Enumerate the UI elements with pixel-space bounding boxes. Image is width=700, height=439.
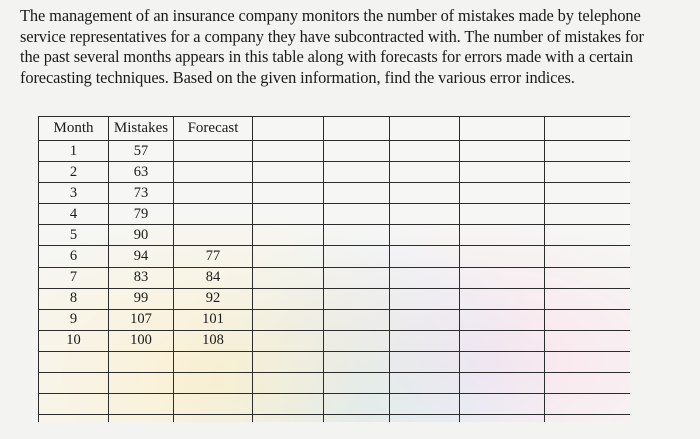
cell-empty [390, 267, 460, 288]
cell-empty [253, 394, 324, 415]
problem-line: forecasting techniques. Based on the given information, find the various error indices. [20, 67, 575, 87]
cell-month [39, 351, 109, 372]
cell-empty [253, 246, 324, 267]
cell-forecast [174, 204, 253, 225]
cell-empty [253, 373, 324, 394]
cell-mistakes: 99 [109, 288, 174, 309]
cell-empty [390, 351, 460, 372]
table-row [39, 204, 631, 225]
cell-empty [324, 183, 390, 204]
table-row [39, 394, 631, 415]
cell-forecast: 84 [174, 267, 253, 288]
cell-empty [545, 267, 631, 288]
cell-empty [460, 267, 545, 288]
cell-month: 9 [39, 309, 109, 330]
cell-month: 3 [39, 183, 109, 204]
cell-empty [545, 394, 631, 415]
table-row [39, 162, 631, 183]
header-forecast: Forecast [174, 117, 253, 141]
cell-forecast [174, 373, 253, 394]
cell-mistakes: 90 [109, 225, 174, 246]
cell-mistakes: 107 [109, 309, 174, 330]
cell-month: 6 [39, 246, 109, 267]
cell-empty [253, 183, 324, 204]
cell-forecast [174, 183, 253, 204]
cell-empty [460, 183, 545, 204]
cell-mistakes: 79 [109, 204, 174, 225]
problem-line: The management of an insurance company monitors the number of mistakes made by telephone [20, 6, 641, 25]
table-row [39, 309, 631, 330]
cell-empty [390, 330, 460, 351]
cell-empty [390, 373, 460, 394]
cell-empty [460, 394, 545, 415]
cell-empty [460, 330, 545, 351]
cell-empty [545, 415, 631, 422]
cell-month: 5 [39, 225, 109, 246]
table-row [39, 330, 631, 351]
cell-empty [253, 225, 324, 246]
cell-empty [324, 288, 390, 309]
cell-empty [390, 141, 460, 162]
cell-empty [390, 162, 460, 183]
cell-empty [324, 394, 390, 415]
cell-empty [390, 415, 460, 422]
cell-forecast: 92 [174, 288, 253, 309]
cell-month [39, 373, 109, 394]
cell-empty [253, 141, 324, 162]
table-row [39, 288, 631, 309]
table-row [39, 415, 631, 422]
cell-empty [324, 351, 390, 372]
header-blank [253, 117, 324, 141]
cell-mistakes: 57 [109, 141, 174, 162]
cell-empty [324, 204, 390, 225]
cell-month: 2 [39, 162, 109, 183]
cell-mistakes [109, 415, 174, 422]
cell-empty [545, 309, 631, 330]
cell-forecast [174, 225, 253, 246]
cell-month: 4 [39, 204, 109, 225]
table-row [39, 373, 631, 394]
cell-month: 10 [39, 330, 109, 351]
cell-forecast [174, 394, 253, 415]
cell-mistakes: 73 [109, 183, 174, 204]
cell-mistakes [109, 351, 174, 372]
cell-empty [324, 330, 390, 351]
cell-forecast: 101 [174, 309, 253, 330]
cell-empty [253, 330, 324, 351]
cell-empty [253, 204, 324, 225]
table-row [39, 267, 631, 288]
header-mistakes: Mistakes [109, 117, 174, 141]
cell-empty [545, 351, 631, 372]
cell-empty [390, 225, 460, 246]
header-blank [545, 117, 631, 141]
cell-forecast [174, 351, 253, 372]
cell-empty [460, 288, 545, 309]
cell-forecast [174, 415, 253, 422]
cell-month [39, 394, 109, 415]
cell-forecast [174, 162, 253, 183]
cell-empty [324, 225, 390, 246]
cell-empty [253, 351, 324, 372]
cell-empty [545, 246, 631, 267]
cell-empty [253, 415, 324, 422]
cell-mistakes: 63 [109, 162, 174, 183]
cell-forecast: 108 [174, 330, 253, 351]
cell-month: 7 [39, 267, 109, 288]
cell-empty [545, 183, 631, 204]
cell-forecast: 77 [174, 246, 253, 267]
cell-empty [253, 162, 324, 183]
cell-empty [460, 373, 545, 394]
header-row [39, 117, 631, 141]
table-row [39, 225, 631, 246]
cell-mistakes: 100 [109, 330, 174, 351]
cell-empty [324, 267, 390, 288]
table-row [39, 246, 631, 267]
cell-empty [545, 141, 631, 162]
cell-empty [545, 204, 631, 225]
cell-month: 1 [39, 141, 109, 162]
cell-empty [253, 267, 324, 288]
cell-empty [460, 246, 545, 267]
table-row [39, 141, 631, 162]
cell-empty [390, 309, 460, 330]
table-body [39, 141, 631, 423]
cell-mistakes [109, 394, 174, 415]
cell-empty [545, 330, 631, 351]
cell-empty [460, 162, 545, 183]
cell-month [39, 415, 109, 422]
cell-empty [545, 162, 631, 183]
header-blank [324, 117, 390, 141]
cell-empty [324, 141, 390, 162]
cell-empty [460, 351, 545, 372]
cell-mistakes: 94 [109, 246, 174, 267]
cell-empty [545, 225, 631, 246]
cell-forecast [174, 141, 253, 162]
cell-empty [390, 204, 460, 225]
cell-empty [460, 141, 545, 162]
cell-empty [545, 373, 631, 394]
cell-empty [324, 309, 390, 330]
cell-empty [460, 204, 545, 225]
cell-empty [390, 246, 460, 267]
cell-mistakes [109, 373, 174, 394]
cell-empty [460, 309, 545, 330]
header-month: Month [39, 117, 109, 141]
cell-empty [253, 309, 324, 330]
problem-line: the past several months appears in this table along with forecasts for errors made with a certain [20, 47, 633, 66]
cell-mistakes: 83 [109, 267, 174, 288]
cell-empty [324, 415, 390, 422]
cell-empty [390, 183, 460, 204]
cell-empty [324, 373, 390, 394]
header-blank [460, 117, 545, 141]
cell-empty [324, 162, 390, 183]
cell-empty [460, 415, 545, 422]
header-blank [390, 117, 460, 141]
problem-line: service representatives for a company they have subcontracted with. The number of mistakes for [20, 26, 644, 46]
cell-empty [253, 288, 324, 309]
problem-statement [20, 6, 696, 88]
cell-empty [460, 225, 545, 246]
cell-empty [324, 246, 390, 267]
cell-month: 8 [39, 288, 109, 309]
worksheet [38, 116, 630, 422]
cell-empty [545, 288, 631, 309]
mistakes-forecast-table [38, 116, 630, 422]
table-row [39, 351, 631, 372]
table-row [39, 183, 631, 204]
cell-empty [390, 288, 460, 309]
cell-empty [390, 394, 460, 415]
